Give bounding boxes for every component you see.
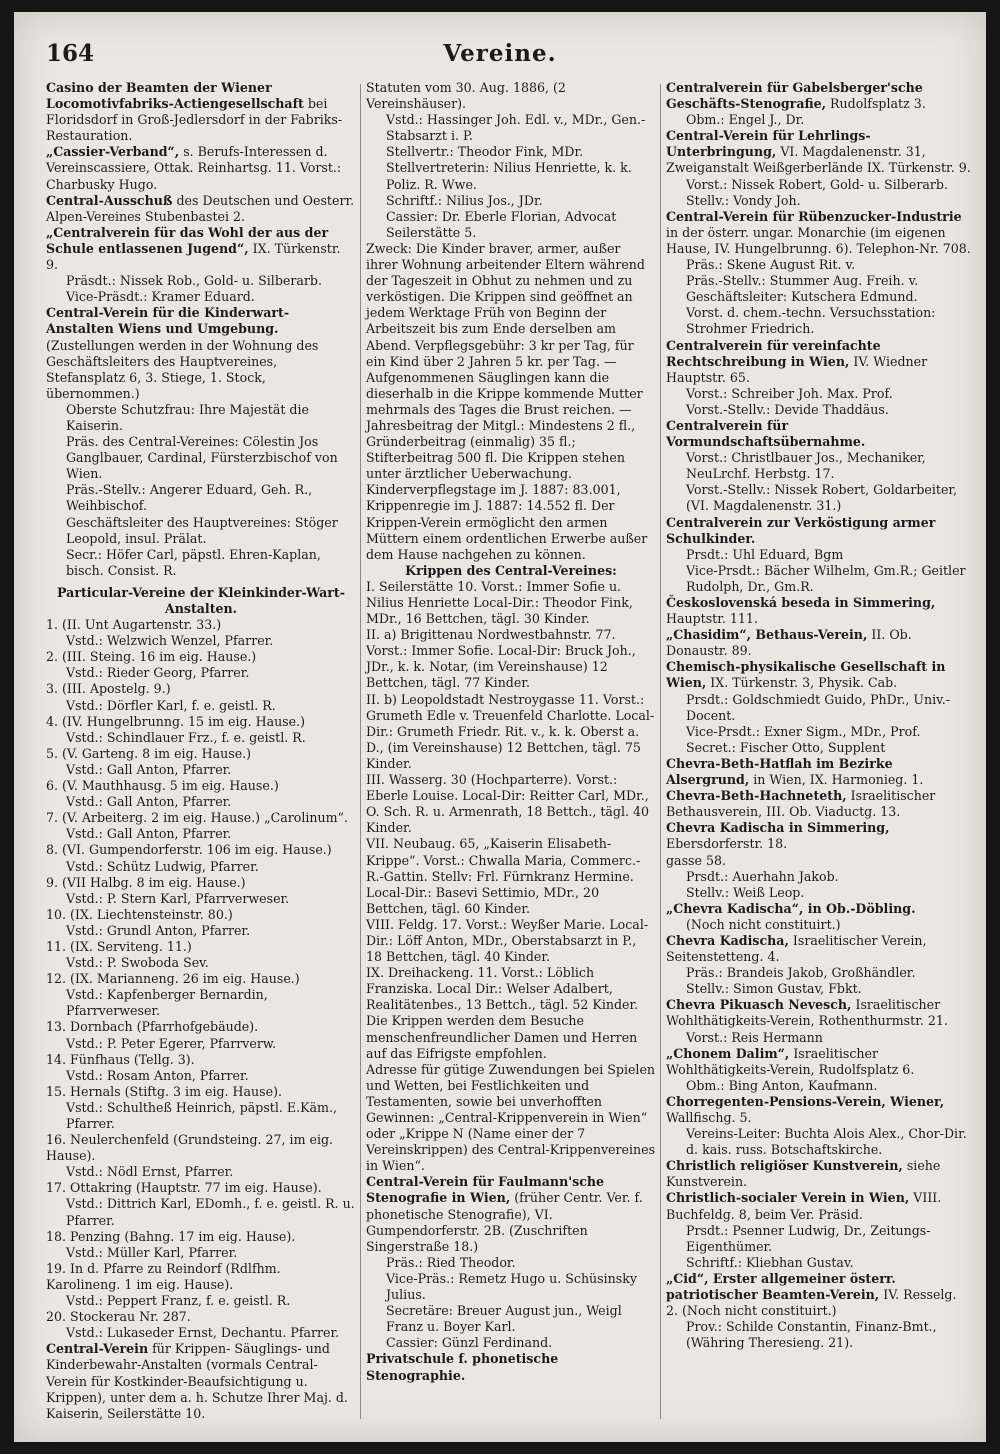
entry-gabelsberger: Centralverein für Gabelsberger'sche Geschäfts-Stenografie, Rudolfsplatz 3. xyxy=(666,80,926,112)
adresse-note: Adresse für gütige Zuwendungen bei Spielen und Wetten, bei Festlichkeiten und Testamenten, sowie bei unverhofften Gewinnen: „Central-Krippenverein in Wien“ oder „Krippe N (Name einer der 7 Vereinskrippen) des Central-Krippenvereines in Wien“. xyxy=(366,1061,656,1174)
officer-line: Stellv.: Vondy Joh. xyxy=(686,192,801,208)
officer-line: Prsdt.: Psenner Ludwig, Dr., Zeitungs-Eigenthümer. xyxy=(686,1222,931,1254)
officer-line: Schriftf.: Nilius Jos., JDr. xyxy=(386,192,543,208)
officer-line: Oberste Schutzfrau: Ihre Majestät die Kaiserin. xyxy=(66,401,309,433)
section-heading-particular: Particular-Vereine der Kleinkinder-Wart-Anstalten. xyxy=(57,584,345,616)
krippe-entry: VIII. Feldg. 17. Vorst.: Weyßer Marie. Local-Dir.: Löff Anton, MDr., Oberstabsarzt in P., 18 Bettchen, tägl. 40 Kinder. xyxy=(366,916,649,965)
particular-entry: 4. (IV. Hungelbrunng. 15 im eig. Hause.) xyxy=(46,713,306,729)
particular-entry: Vstd.: Gall Anton, Pfarrer. xyxy=(66,761,232,777)
particular-entry: Vstd.: Dittrich Karl, EDomh., f. e. geistl. R. u. Pfarrer. xyxy=(66,1196,355,1228)
particular-entry: Vstd.: Peppert Franz, f. e. geistl. R. xyxy=(66,1293,291,1309)
particular-entry: 1. (II. Unt Augartenstr. 33.) xyxy=(46,617,222,633)
officer-line: Präs.-Stellv.: Stummer Aug. Freih. v. xyxy=(686,273,919,289)
officer-line: Vstd.: Hassinger Joh. Edl. v., MDr., Gen.-Stabsarzt i. P. xyxy=(386,112,646,144)
note-line: (Noch nicht constituirt.) xyxy=(686,916,841,932)
particular-entry: 13. Dornbach (Pfarrhofgebäude). xyxy=(46,1019,259,1035)
particular-entry: Vstd.: Nödl Ernst, Pfarrer. xyxy=(66,1164,234,1180)
officer-line: Vorst.: Reis Hermann xyxy=(686,1029,823,1045)
entry-casino: Casino der Beamten der Wiener Locomotivfabriks-Actiengesellschaft bei Floridsdorf in Groß-Jedlersdorf in der Fabriks-Restauration. xyxy=(46,80,343,144)
particular-entry: 5. (V. Garteng. 8 im eig. Hause.) xyxy=(46,745,252,761)
officer-line: Stellv.: Simon Gustav, Fbkt. xyxy=(686,981,862,997)
particular-entry: 16. Neulerchenfeld (Grundsteing. 27, im eig. Hause). xyxy=(46,1132,334,1164)
page-number: 164 xyxy=(46,40,95,67)
officer-line: Prsdt.: Uhl Eduard, Bgm xyxy=(686,546,844,562)
krippe-entry: VII. Neubaug. 65, „Kaiserin Elisabeth-Krippe“. Vorst.: Chwalla Maria, Commerc.-R.-Gattin. Stellv: Frl. Fürnkranz Hermine. Local-Dir.: Basevi Settimio, MDr., 20 Bettchen, tägl. 60 Kinder. xyxy=(366,836,641,916)
entry-chorregenten: Chorregenten-Pensions-Verein, Wiener, Wallfischg. 5. xyxy=(666,1093,945,1125)
particular-entry: Vstd.: Gall Anton, Pfarrer. xyxy=(66,794,232,810)
entry-chevra-kadischa: Chevra Kadischa, Israelitischer Verein, Seitenstetteng. 4. xyxy=(666,932,927,965)
particular-entry: 20. Stockerau Nr. 287. xyxy=(46,1309,191,1325)
krippe-entry: IX. Dreihackeng. 11. Vorst.: Löblich Franziska. Local Dir.: Welser Adalbert, Realitätenbes., 13 Bettch., tägl. 52 Kinder. xyxy=(366,965,639,1013)
officer-line: Vorst.: Christlbauer Jos., Mechaniker, NeuLrchf. Herbstg. 17. xyxy=(686,450,926,482)
particular-entry: 8. (VI. Gumpendorferstr. 106 im eig. Hause.) xyxy=(46,842,332,858)
entry-centralverein-wohl: „Centralverein für das Wohl der aus der Schule entlassenen Jugend“, IX. Türkenstr. 9. xyxy=(46,224,341,273)
particular-entry: 12. (IX. Marianneng. 26 im eig. Hause.) xyxy=(46,971,300,987)
entry-ceskoslovanska: Československá beseda in Simmering, Hauptstr. 111. xyxy=(666,595,936,627)
officer-line: Obm.: Engel J., Dr. xyxy=(686,112,805,128)
officer-line: Vorst.: Nissek Robert, Gold- u. Silberarb. xyxy=(686,176,948,192)
officer-line: Obm.: Bing Anton, Kaufmann. xyxy=(686,1077,878,1093)
particular-entry: Vstd.: Müller Karl, Pfarrer. xyxy=(66,1244,238,1260)
entry-central-verein-krippen: Central-Verein für Krippen- Säuglings- und Kinderbewahr-Anstalten (vormals Central-Verein für Kostkinder-Beaufsichtigung u. Krippen), unter dem a. h. Schutze Ihrer Maj. d. Kaiserin, Seilerstätte 10. xyxy=(46,1341,348,1421)
officer-line: Secr.: Höfer Carl, päpstl. Ehren-Kaplan, bisch. Consist. R. xyxy=(66,546,321,578)
officer-line: Stellvertr.: Theodor Fink, MDr. xyxy=(386,144,584,160)
particular-entry: 18. Penzing (Bahng. 17 im eig. Hause). xyxy=(46,1228,296,1244)
particular-entry: Vstd.: Schindlauer Frz., f. e. geistl. R. xyxy=(66,729,306,745)
officer-line: Prsdt.: Goldschmiedt Guido, PhDr., Univ.-Docent. xyxy=(686,691,951,723)
officer-line: Vorst.-Stellv.: Nissek Robert, Goldarbeiter, (VI. Magdalenenstr. 31.) xyxy=(686,482,958,514)
page xyxy=(14,12,986,1442)
column-2 xyxy=(366,80,656,1384)
particular-entry: 3. (III. Apostelg. 9.) xyxy=(46,681,171,697)
particular-entry: 6. (V. Mauthhausg. 5 im eig. Hause.) xyxy=(46,778,279,794)
entry-vormundschaft: Centralverein für Vormundschaftsübernahme. xyxy=(666,417,866,450)
entry-cassier-verband: „Cassier-Verband“, s. Berufs-Interessen d. Vereinscassiere, Ottak. Reinhartsg. 11. Vorst.: Charbusky Hugo. xyxy=(46,144,342,192)
entry-lehrlinge: Central-Verein für Lehrlings-Unterbringung, VI. Magdalenenstr. 31, Zweiganstalt Weißgerberlände IX. Türkenstr. 9. xyxy=(666,128,971,176)
officer-line: Stellvertreterin: Nilius Henriette, k. k. Poliz. R. Wwe. xyxy=(386,160,632,192)
entry-faulmann: Central-Verein für Faulmann'sche Stenografie in Wien, (früher Centr. Ver. f. phonetische Stenografie), VI. Gumpendorferstr. 2B. (Zuschriften Singerstraße 18.) xyxy=(366,1174,643,1254)
particular-entry: 2. (III. Steing. 16 im eig. Hause.) xyxy=(46,649,257,665)
officer-line: Vice-Prsdt.: Bächer Wilhelm, Gm.R.; Geitler Rudolph, Dr., Gm.R. xyxy=(686,562,966,594)
entry-chasidim: „Chasidim“, Bethaus-Verein, II. Ob. Donaustr. 89. xyxy=(666,627,912,659)
column-3 xyxy=(666,80,972,1351)
entry-kunstverein: Christlich religiöser Kunstverein, siehe Kunstverein. xyxy=(666,1158,941,1190)
particular-entry: Vstd.: P. Peter Egerer, Pfarrverw. xyxy=(66,1035,277,1051)
particular-entry: Vstd.: Kapfenberger Bernardin, Pfarrverweser. xyxy=(66,987,268,1019)
statuten-line: Statuten vom 30. Aug. 1886, (2 Vereinshäuser). xyxy=(366,80,566,112)
particular-entry: Vstd.: Dörfler Karl, f. e. geistl. R. xyxy=(66,697,276,713)
krippe-entry: II. a) Brigittenau Nordwestbahnstr. 77. Vorst.: Immer Sofie. Local-Dir: Bruck Joh., JDr., k. k. Notar, (im Vereinshause) 12 Bettchen, tägl. 77 Kinder. xyxy=(366,627,636,691)
entry-chevra-pikuasch: Chevra Pikuasch Nevesch, Israelitischer Wohlthätigkeits-Verein, Rothenthurmstr. 21. xyxy=(666,997,948,1029)
address-line: gasse 58. xyxy=(666,852,726,868)
officer-line: Präs. des Central-Vereines: Cölestin Jos Ganglbauer, Cardinal, Fürsterzbischof von Wien. xyxy=(66,434,338,482)
officer-line: Prov.: Schilde Constantin, Finanz-Bmt., (Währing Theresieng. 21). xyxy=(686,1319,937,1351)
section-heading-krippen: Krippen des Central-Vereines: xyxy=(405,562,617,578)
officer-line: Prsdt.: Auerhahn Jakob. xyxy=(686,868,839,884)
particular-entry: Vstd.: P. Stern Karl, Pfarrverweser. xyxy=(66,890,290,906)
particular-list xyxy=(46,617,356,1341)
officer-line: Präs.: Ried Theodor. xyxy=(386,1254,516,1270)
krippe-entry: III. Wasserg. 30 (Hochparterre). Vorst.: Eberle Louise. Local-Dir: Reitter Carl, MDr., O. Sch. R. u. Armenrath, 18 Bettch., tägl. 40 Kinder. xyxy=(366,772,650,836)
entry-privatschule: Privatschule f. phonetische Stenographie. xyxy=(366,1351,559,1383)
visit-note: Die Krippen werden dem Besuche menschenfreundlicher Damen und Herren auf das Eifrigste empfohlen. xyxy=(366,1013,638,1061)
particular-entry: Vstd.: Gall Anton, Pfarrer. xyxy=(66,826,232,842)
officer-line: Stellv.: Weiß Leop. xyxy=(686,884,805,900)
officer-line: Präsdt.: Nissek Rob., Gold- u. Silberarb. xyxy=(66,273,322,289)
particular-entry: Vstd.: Schütz Ludwig, Pfarrer. xyxy=(66,858,259,874)
particular-entry: Vstd.: Schultheß Heinrich, päpstl. E.Käm., Pfarrer. xyxy=(66,1099,337,1131)
officer-line: Vorst.: Schreiber Joh. Max. Prof. xyxy=(686,385,893,401)
entry-central-ausschuss: Central-Ausschuß des Deutschen und Oesterr. Alpen-Vereines Stubenbastei 2. xyxy=(46,192,355,224)
officer-line: Vorst. d. chem.-techn. Versuchsstation: Strohmer Friedrich. xyxy=(686,305,936,337)
entry-ruebenzucker: Central-Verein für Rübenzucker-Industrie in der österr. ungar. Monarchie (im eigenen Hause, IV. Hungelbrunng. 6). Telephon-Nr. 708. xyxy=(666,208,971,256)
particular-entry: Vstd.: Lukaseder Ernst, Dechantu. Pfarrer. xyxy=(66,1325,340,1341)
officer-line: Cassier: Dr. Eberle Florian, Advocat Seilerstätte 5. xyxy=(386,208,617,240)
zweck-paragraph: Zweck: Die Kinder braver, armer, außer ihrer Wohnung arbeitender Eltern während der Tageszeit in Obhut zu nehmen und zu verköstigen. Die Krippen sind geöffnet an jedem Werktage Früh von Beginn der Arbeitszeit bis zum Ende derselben am Abend. Verpflegsgebühr: 3 kr per Tag, für ein Kind über 2 Jahren 5 kr. per Tag. — Aufgenommenen Säuglingen kann die dieserhalb in die Krippe kommende Mutter mehrmals des Tages die Brust reichen. — Jahresbeitrag der Mitgl.: Mindestens 2 fl., Gründerbeitrag (einmalig) 35 fl.; Stifterbeitrag 500 fl. Die Krippen stehen unter ärztlicher Ueberwachung. Kinderverpflegstage im J. 1887: 83.001, Krippenregie im J. 1887: 14.552 fl. Der Krippen-Verein ermöglicht den armen Müttern einem ordentlichen Erwerbe außer dem Hause nachgehen zu können. xyxy=(366,240,648,562)
particular-entry: Vstd.: Welzwich Wenzel, Pfarrer. xyxy=(66,633,274,649)
column-divider xyxy=(660,84,661,1419)
column-divider xyxy=(360,84,361,1419)
officer-line: Präs.-Stellv.: Angerer Eduard, Geh. R., Weihbischof. xyxy=(66,482,313,514)
entry-kinderwart: Central-Verein für die Kinderwart-Anstalten Wiens und Umgebung. (Zustellungen werden in der Wohnung des Geschäftsleiters des Hauptvereines, Stefansplatz 6, 3. Stiege, 1. Stock, übernommen.) xyxy=(46,305,319,401)
officer-line: Vice-Präsdt.: Kramer Eduard. xyxy=(66,289,255,305)
officer-line: Schriftf.: Kliebhan Gustav. xyxy=(686,1254,854,1270)
particular-entry: 10. (IX. Liechtensteinstr. 80.) xyxy=(46,906,233,922)
particular-entry: 11. (IX. Serviteng. 11.) xyxy=(46,938,192,954)
particular-entry: 14. Fünfhaus (Tellg. 3). xyxy=(46,1051,195,1067)
particular-entry: Vstd.: Rosam Anton, Pfarrer. xyxy=(66,1067,249,1083)
entry-chevra-kadischa-doebling: „Chevra Kadischa“, in Ob.-Döbling. xyxy=(666,900,916,916)
particular-entry: 17. Ottakring (Hauptstr. 77 im eig. Hause). xyxy=(46,1180,322,1196)
officer-line: Vice-Präs.: Remetz Hugo u. Schüsinsky Julius. xyxy=(386,1270,637,1303)
officer-line: Cassier: Günzl Ferdinand. xyxy=(386,1335,553,1351)
particular-entry: 9. (VII Halbg. 8 im eig. Hause.) xyxy=(46,874,246,890)
entry-rechtschreibung: Centralverein für vereinfachte Rechtschreibung in Wien, IV. Wiedner Hauptstr. 65. xyxy=(666,337,928,385)
entry-chevra-hachneteth: Chevra-Beth-Hachneteth, Israelitischer Bethausverein, III. Ob. Viaductg. 13. xyxy=(666,788,936,820)
officer-line: Secretäre: Breuer August jun., Weigl Franz u. Boyer Karl. xyxy=(386,1303,622,1335)
officer-line: Präs.: Skene August Rit. v. xyxy=(686,257,856,273)
krippe-entry: I. Seilerstätte 10. Vorst.: Immer Sofie u. Nilius Henriette Local-Dir.: Theodor Fink, MDr., 16 Bettchen, tägl. 30 Kinder. xyxy=(366,578,633,627)
running-head: Vereine. xyxy=(443,40,557,67)
entry-chonem-dalim: „Chonem Dalim“, Israelitischer Wohlthätigkeits-Verein, Rudolfsplatz 6. xyxy=(666,1045,915,1077)
officer-line: Präs.: Brandeis Jakob, Großhändler. xyxy=(686,965,916,981)
officer-line: Vereins-Leiter: Buchta Alois Alex., Chor-Dir. d. kais. russ. Botschaftskirche. xyxy=(686,1126,967,1158)
particular-entry: 19. In d. Pfarre zu Reindorf (Rdlfhm. Karolineng. 1 im eig. Hause). xyxy=(46,1260,281,1292)
officer-line: Vice-Prsdt.: Exner Sigm., MDr., Prof. xyxy=(686,723,921,739)
krippe-entry: II. b) Leopoldstadt Nestroygasse 11. Vorst.: Grumeth Edle v. Treuenfeld Charlotte. Local-Dir.: Grumeth Friedr. Rit. v., k. k. Oberst a. D., (im Vereinshause) 12 Bettchen, tägl. 75 Kinder. xyxy=(366,691,655,771)
entry-chemisch-physikalisch: Chemisch-physikalische Gesellschaft in Wien, IX. Türkenstr. 3, Physik. Cab. xyxy=(666,659,946,691)
entry-chevra-kadischa-simmering: Chevra Kadischa in Simmering, Ebersdorferstr. 18. xyxy=(666,820,890,852)
entry-cid: „Cid“, Erster allgemeiner österr. patriotischer Beamten-Verein, IV. Resselg. 2. (Noch nicht constituirt.) xyxy=(666,1270,957,1319)
particular-entry: Vstd.: Rieder Georg, Pfarrer. xyxy=(66,665,250,681)
officer-line: Vorst.-Stellv.: Devide Thaddäus. xyxy=(686,401,889,417)
officer-line: Geschäftsleiter des Hauptvereines: Stöger Leopold, insul. Prälat. xyxy=(66,514,338,546)
entry-verkoestigung: Centralverein zur Verköstigung armer Schulkinder. xyxy=(666,514,936,546)
entry-chevra-hatflah: Chevra-Beth-Hatflah im Bezirke Alsergrund, in Wien, IX. Harmonieg. 1. xyxy=(666,755,924,788)
particular-entry: Vstd.: P. Swoboda Sev. xyxy=(66,955,209,971)
particular-entry: 15. Hernals (Stiftg. 3 im eig. Hause). xyxy=(46,1083,282,1099)
particular-entry: 7. (V. Arbeiterg. 2 im eig. Hause.) „Carolinum“. xyxy=(46,810,348,826)
officer-line: Secret.: Fischer Otto, Supplent xyxy=(686,739,886,755)
entry-christlich-social: Christlich-socialer Verein in Wien, VIII. Buchfeldg. 8, beim Ver. Präsid. xyxy=(666,1190,942,1222)
column-1 xyxy=(46,80,356,1422)
particular-entry: Vstd.: Grundl Anton, Pfarrer. xyxy=(66,922,251,938)
officer-line: Geschäftsleiter: Kutschera Edmund. xyxy=(686,289,918,305)
